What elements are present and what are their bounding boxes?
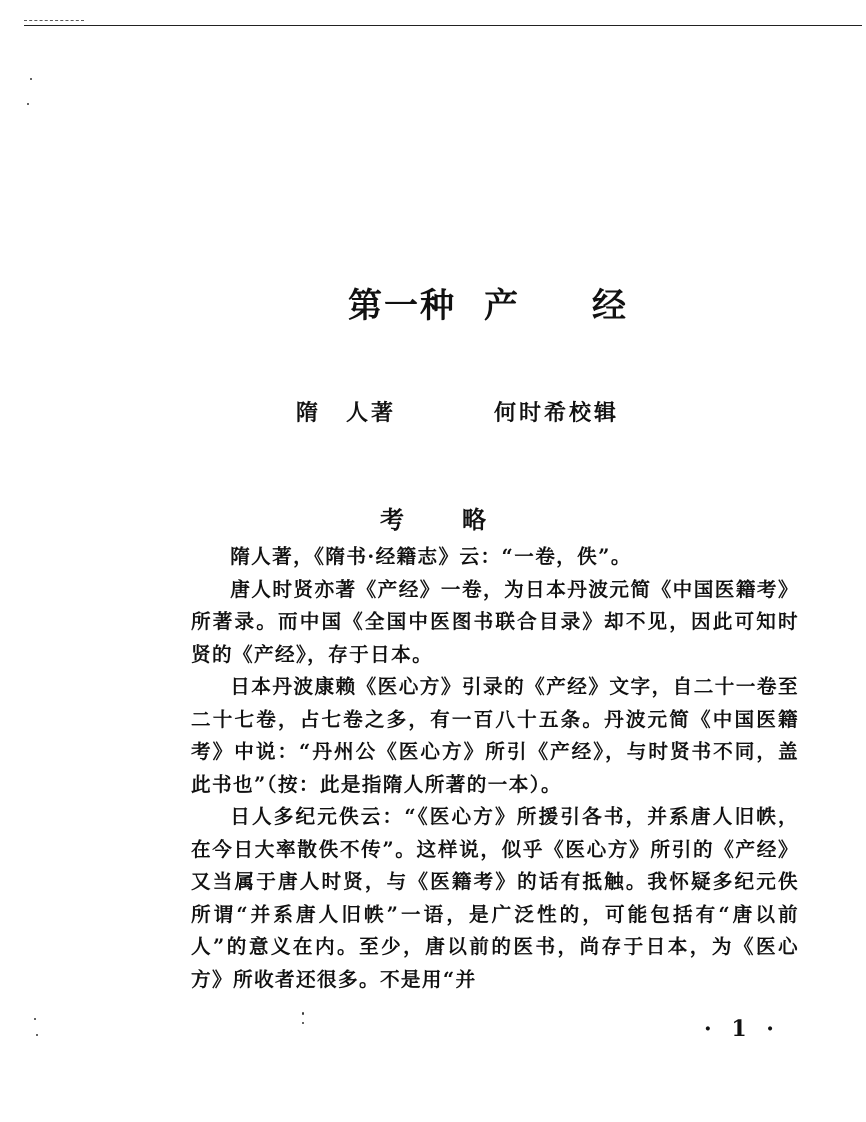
section-heading xyxy=(0,500,866,535)
chapter-title xyxy=(0,278,866,327)
scan-speck xyxy=(302,1022,304,1024)
paragraph: 隋人著，《隋书·经籍志》云：“一卷，佚”。 xyxy=(230,545,632,568)
paragraph: 唐人时贤亦著《产经》一卷，为日本丹波元简《中国医籍考》所著录。而中国《全国中医图书联合目录》却不见，因此可知时贤的《产经》，存于日本。 xyxy=(191,577,799,666)
chapter-title-word-1: 产 xyxy=(484,286,520,326)
scan-speck xyxy=(302,1012,304,1015)
paragraph: 日本丹波康赖《医心方》引录的《产经》文字，自二十一卷至二十七卷，占七卷之多，有一百八十五条。丹波元简《中国医籍考》中说：“丹州公《医心方》所引《产经》，与时贤书不同，盖此书也”（按：此是指隋人所著的一本）。 xyxy=(191,675,799,796)
section-heading-char-2: 略 xyxy=(462,505,486,534)
top-rule-dash xyxy=(24,20,84,21)
byline-author: 隋 人著 xyxy=(296,400,397,426)
scan-speck xyxy=(34,1018,36,1020)
body-text xyxy=(191,541,799,996)
scan-speck xyxy=(27,103,29,105)
page-number: · 1 · xyxy=(704,1016,780,1042)
section-heading-char-1: 考 xyxy=(380,505,404,534)
chapter-title-word-2: 经 xyxy=(592,286,628,326)
chapter-title-number: 第一种 xyxy=(348,286,456,326)
scan-speck xyxy=(36,1034,38,1036)
top-rule xyxy=(24,25,862,26)
scan-speck xyxy=(30,78,32,80)
byline-editor: 何时希校辑 xyxy=(494,400,620,426)
paragraph: 日人多纪元佚云：“《医心方》所援引各书，并系唐人旧帙，在今日大率散佚不传”。这样说，似乎《医心方》所引的《产经》又当属于唐人时贤，与《医籍考》的话有抵触。我怀疑多纪元佚所谓“并系唐人旧帙”一语，是广泛性的，可能包括有“唐以前人”的意义在内。至少，唐以前的医书，尚存于日本，为《医心方》所收者还很多。不是用“并 xyxy=(191,805,799,991)
